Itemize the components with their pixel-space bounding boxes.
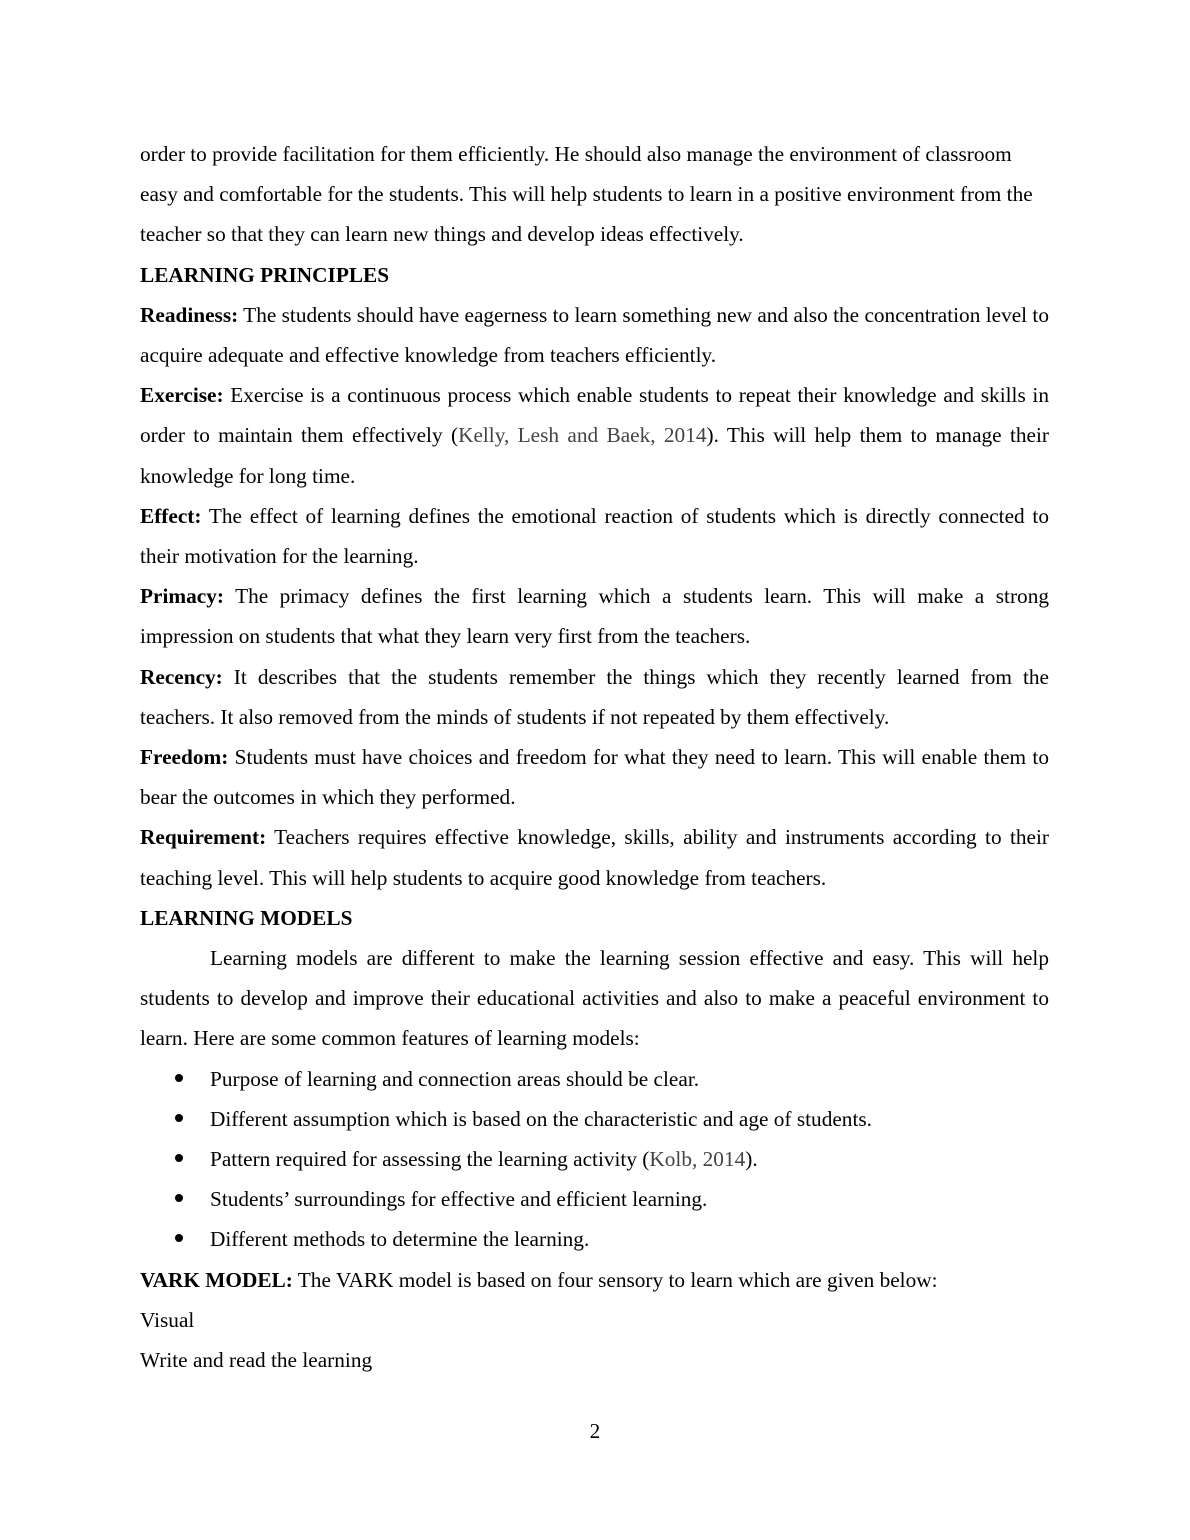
requirement-paragraph: [140, 817, 1049, 897]
list-item: [140, 1219, 1049, 1259]
freedom-term: Freedom:: [140, 745, 229, 770]
recency-paragraph: [140, 657, 1049, 737]
bullet-citation-close: ).: [745, 1147, 758, 1172]
exercise-text-after: ). This will help them to manage their knowledge for long time.: [140, 423, 1049, 488]
effect-paragraph: [140, 496, 1049, 576]
readiness-term: Readiness:: [140, 302, 239, 327]
bullet-icon: [175, 1234, 183, 1242]
list-item-text: Students’ surroundings for effective and efficient learning.: [210, 1187, 708, 1212]
primacy-text: The primacy defines the first learning which a students learn. This will make a strong impression on students that what they learn very first from the teachers.: [140, 584, 1049, 649]
vark-item-write-read: Write and read the learning: [140, 1348, 373, 1373]
bullet-icon: [175, 1114, 183, 1122]
primacy-paragraph: [140, 576, 1049, 656]
vark-item-visual: Visual: [140, 1307, 195, 1332]
requirement-term: Requirement:: [140, 825, 267, 850]
intro-paragraph: order to provide facilitation for them efficiently. He should also manage the environment of classroom easy and comfortable for the students. This will help students to learn in a positive environment from the teacher so that they can learn new things and develop ideas effectively.: [140, 142, 1033, 247]
list-item: [140, 1059, 1049, 1099]
learning-models-heading: LEARNING MODELS: [140, 905, 353, 930]
bullet-citation: Kolb, 2014: [649, 1147, 746, 1172]
bullet-icon: [175, 1194, 183, 1202]
primacy-term: Primacy:: [140, 584, 224, 609]
effect-text: The effect of learning defines the emotional reaction of students which is directly connected to their motivation for the learning.: [140, 503, 1049, 569]
bullet-icon: [175, 1074, 183, 1082]
recency-text: It describes that the students remember the things which they recently learned from the teachers. It also removed from the minds of students if not repeated by them effectively.: [140, 664, 1049, 729]
exercise-term: Exercise:: [140, 383, 224, 408]
list-item-text: Purpose of learning and connection areas should be clear.: [210, 1066, 700, 1091]
readiness-text: The students should have eagerness to learn something new and also the concentration level to acquire adequate and effective knowledge from teachers efficiently.: [140, 302, 1049, 368]
recency-term: Recency:: [140, 664, 223, 689]
readiness-paragraph: [140, 295, 1049, 375]
vark-term: VARK MODEL:: [140, 1267, 293, 1292]
freedom-text: Students must have choices and freedom for what they need to learn. This will enable them to bear the outcomes in which they performed.: [140, 745, 1049, 810]
list-item-text: Pattern required for assessing the learning activity (: [210, 1147, 650, 1172]
freedom-paragraph: [140, 737, 1049, 817]
list-item: [140, 1099, 1049, 1139]
exercise-text-before: Exercise is a continuous process which enable students to repeat their knowledge and skills in order to maintain them effectively (: [140, 383, 1049, 448]
page-number: 2: [589, 1419, 601, 1443]
vark-text: The VARK model is based on four sensory to learn which are given below:: [292, 1267, 938, 1292]
learning-models-list: [140, 1059, 1049, 1260]
effect-term: Effect:: [140, 503, 202, 528]
requirement-text: Teachers requires effective knowledge, skills, ability and instruments according to their teaching level. This will help students to acquire good knowledge from teachers.: [140, 825, 1049, 890]
list-item-text: Different methods to determine the learning.: [210, 1227, 590, 1252]
list-item: [140, 1139, 1049, 1179]
exercise-paragraph: [140, 375, 1049, 496]
document-page: [140, 134, 1049, 1380]
vark-paragraph: [140, 1260, 1049, 1300]
learning-principles-heading: LEARNING PRINCIPLES: [140, 262, 390, 287]
list-item-text: Different assumption which is based on the characteristic and age of students.: [210, 1106, 872, 1131]
learning-models-intro: Learning models are different to make the learning session effective and easy. This will help students to develop and improve their educational activities and also to make a peaceful environment to learn. Here are some common features of learning models:: [140, 946, 1049, 1051]
exercise-citation: Kelly, Lesh and Baek, 2014: [458, 423, 707, 448]
list-item: [140, 1179, 1049, 1219]
bullet-icon: [175, 1154, 183, 1162]
